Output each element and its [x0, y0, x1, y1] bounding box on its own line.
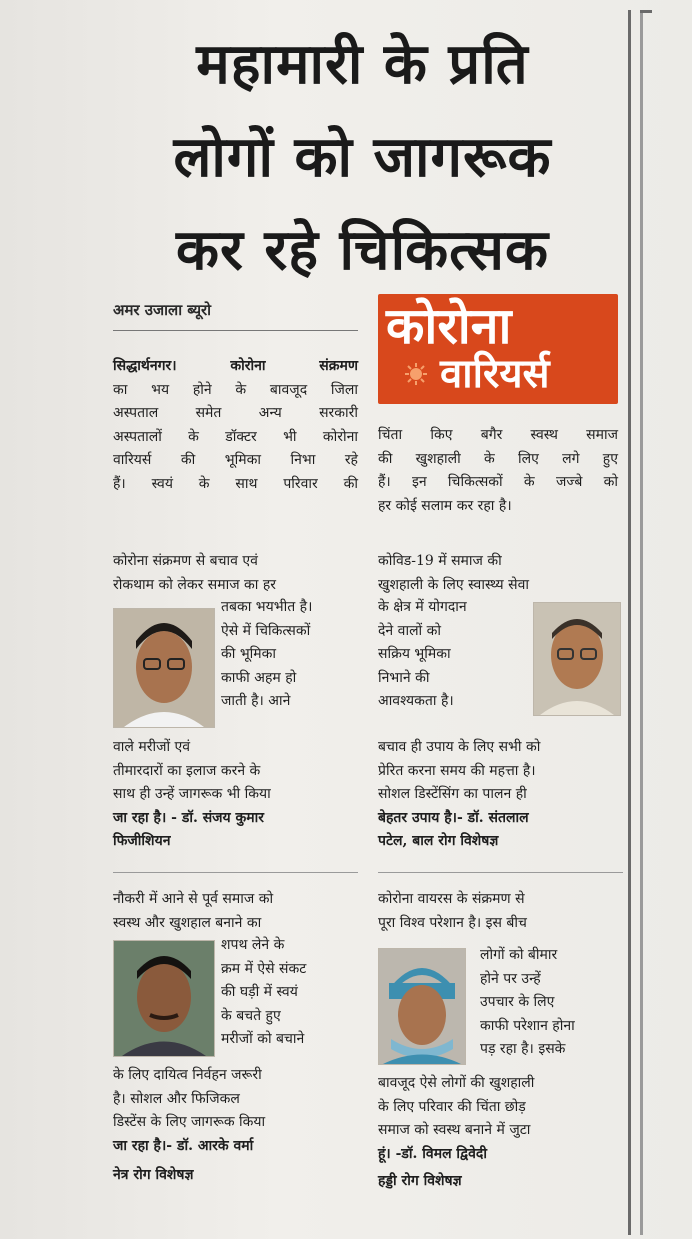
- intro-right-line: हर कोई सलाम कर रहा है।: [378, 497, 512, 514]
- doctor-1-top: [113, 550, 358, 597]
- doctor-1-line: रोकथाम को लेकर समाज का हर: [113, 576, 277, 593]
- doctor-3-line: शपथ लेने के: [221, 937, 285, 953]
- doctor-3-signature: जा रहा है।- डॉ. आरके वर्मा: [113, 1137, 254, 1154]
- doctor-1-designation: फिजीशियन: [113, 833, 171, 849]
- doctor-4-designation: हड्डी रोग विशेषज्ञ: [378, 1173, 462, 1189]
- doctor-4-line: पूरा विश्व परेशान है। इस बीच: [378, 914, 527, 931]
- column-rule-cap: [640, 10, 652, 13]
- doctor-3-side: [221, 934, 361, 1052]
- doctor-4-line: के लिए परिवार की चिंता छोड़: [378, 1098, 526, 1115]
- doctor-2-signature: बेहतर उपाय है।- डॉ. संतलाल: [378, 809, 529, 826]
- intro-right: [378, 424, 618, 518]
- doctor-2-line: प्रेरित करना समय की महत्ता है।: [378, 762, 536, 779]
- doctor-1-line: तबका भयभीत है।: [221, 599, 313, 615]
- doctor-1-line: कोरोना संक्रमण से बचाव एवं: [113, 553, 258, 569]
- doctor-1-signature: जा रहा है। - डॉ. संजय कुमार: [113, 809, 265, 826]
- doctor-1-photo: [113, 608, 215, 728]
- intro-right-line: की खुशहाली के लिए लगे हुए: [378, 450, 618, 467]
- doctor-1-line: जाती है। आने: [221, 693, 291, 709]
- doctor-2-line: खुशहाली के लिए स्वास्थ्य सेवा: [378, 576, 529, 593]
- doctor-3-line: डिस्टेंस के लिए जागरूक किया: [113, 1114, 266, 1130]
- doctor-2-top: [378, 550, 623, 597]
- doctor-3-line: मरीजों को बचाने: [221, 1031, 305, 1047]
- logo-line-2: वारियर्स: [440, 351, 550, 397]
- column-rule-outer: [640, 10, 643, 1235]
- section-divider-left: [113, 872, 358, 873]
- doctor-2-photo: [533, 602, 621, 716]
- doctor-4-signature: हूं। -डॉ. विमल द्विवेदी: [378, 1145, 487, 1162]
- doctor-2-designation: पटेल, बाल रोग विशेषज्ञ: [378, 833, 499, 849]
- byline-divider: [113, 330, 358, 331]
- doctor-2-side: [378, 596, 528, 714]
- doctor-3-line: के लिए दायित्व निर्वहन जरूरी: [113, 1067, 262, 1083]
- doctor-4-line: कोरोना वायरस के संक्रमण से: [378, 891, 525, 907]
- doctor-4-line: पड़ रहा है। इसके: [480, 1041, 566, 1057]
- doctor-4-photo: [378, 948, 466, 1065]
- doctor-3-top: [113, 888, 361, 935]
- doctor-2-line: सोशल डिस्टेंसिंग का पालन ही: [378, 786, 527, 802]
- intro-right-line: हैं। इन चिकित्सकों के जज्बे को: [378, 474, 618, 490]
- doctor-3-bottom: [113, 1064, 361, 1188]
- intro-left-line: अस्पताल समेत अन्य सरकारी: [113, 405, 358, 421]
- doctor-4-line: उपचार के लिए: [480, 994, 555, 1010]
- doctor-2-bottom: [378, 736, 626, 854]
- doctor-3-line: की घड़ी में स्वयं: [221, 984, 298, 1000]
- doctor-1-line: साथ ही उन्हें जागरूक भी किया: [113, 786, 271, 802]
- doctor-3-photo: [113, 940, 215, 1057]
- doctor-4-line: लोगों को बीमार: [480, 947, 558, 963]
- intro-right-line: चिंता किए बगैर स्वस्थ समाज: [378, 427, 618, 443]
- doctor-1-line: तीमारदारों का इलाज करने के: [113, 762, 261, 779]
- doctor-2-line: देने वालों को: [378, 622, 442, 639]
- intro-left-line: हैं। स्वयं के साथ परिवार की: [113, 475, 358, 492]
- virus-icon: [404, 362, 428, 386]
- doctor-4-line: होने पर उन्हें: [480, 970, 541, 987]
- doctor-4-top: [378, 888, 626, 935]
- doctor-2-line: कोविड-19 में समाज की: [378, 553, 502, 569]
- doctor-3-line: क्रम में ऐसे संकट: [221, 960, 307, 977]
- doctor-1-line: ऐसे में चिकित्सकों: [221, 622, 311, 639]
- section-divider-right: [378, 872, 623, 873]
- intro-left-line: सिद्धार्थनगर। कोरोना संक्रमण: [113, 358, 358, 374]
- intro-left-line: अस्पतालों के डॉक्टर भी कोरोना: [113, 428, 358, 445]
- intro-left: [113, 355, 358, 496]
- byline: अमर उजाला ब्यूरो: [113, 301, 212, 319]
- corona-warriors-logo: [378, 294, 618, 404]
- headline: [95, 18, 630, 297]
- intro-left-line: वारियर्स की भूमिका निभा रहे: [113, 452, 358, 468]
- headline-line-3: कर रहे चिकित्सक: [175, 218, 549, 283]
- doctor-4-bottom: [378, 1072, 626, 1194]
- doctor-4-line: समाज को स्वस्थ बनाने में जुटा: [378, 1122, 531, 1138]
- doctor-2-line: बचाव ही उपाय के लिए सभी को: [378, 739, 541, 755]
- doctor-1-line: वाले मरीजों एवं: [113, 739, 191, 755]
- doctor-3-line: स्वस्थ और खुशहाल बनाने का: [113, 914, 262, 931]
- doctor-3-line: के बचते हुए: [221, 1007, 281, 1024]
- doctor-1-side: [221, 596, 361, 714]
- doctor-2-line: आवश्यकता है।: [378, 693, 454, 709]
- doctor-1-line: की भूमिका: [221, 646, 277, 662]
- doctor-2-line: के क्षेत्र में योगदान: [378, 599, 467, 615]
- doctor-4-side: [480, 944, 625, 1062]
- doctor-4-line: काफी परेशान होना: [480, 1017, 575, 1034]
- doctor-3-designation: नेत्र रोग विशेषज्ञ: [113, 1167, 194, 1183]
- doctor-3-line: नौकरी में आने से पूर्व समाज को: [113, 891, 274, 907]
- doctor-2-line: निभाने की: [378, 669, 430, 686]
- doctor-4-line: बावजूद ऐसे लोगों की खुशहाली: [378, 1075, 535, 1091]
- intro-left-line: का भय होने के बावजूद जिला: [113, 381, 358, 398]
- doctor-1-line: काफी अहम हो: [221, 669, 297, 686]
- doctor-2-line: सक्रिय भूमिका: [378, 646, 451, 662]
- headline-line-1: महामारी के प्रति: [196, 32, 529, 97]
- doctor-3-line: है। सोशल और फिजिकल: [113, 1090, 240, 1107]
- logo-line-1: कोरोना: [386, 297, 512, 355]
- headline-line-2: लोगों को जागरूक: [173, 125, 552, 190]
- doctor-1-bottom: [113, 736, 361, 854]
